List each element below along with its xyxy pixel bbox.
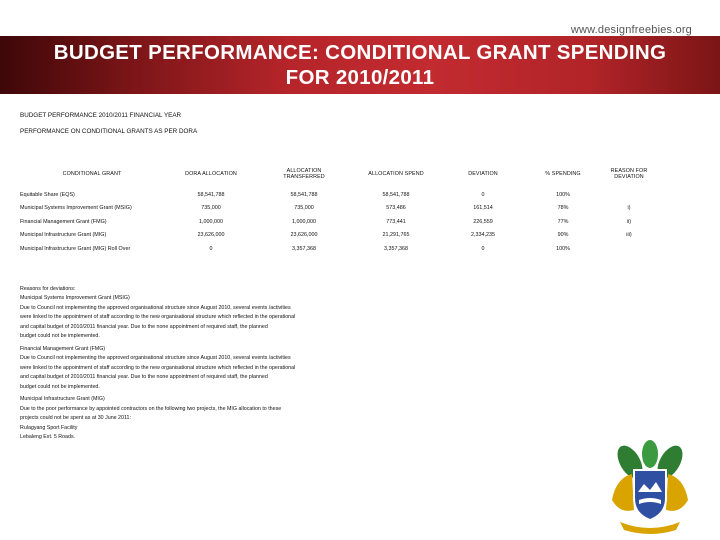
- note-mig-line-1: Due to the poor performance by appointed contractors on the following two projects, the MIG allocation to these: [20, 405, 282, 412]
- note-mig-line-3: Rulagyang Sport Facility: [20, 424, 78, 431]
- cell-deviation: 0: [481, 245, 485, 252]
- cell-dora: 23,626,000: [197, 232, 225, 239]
- header-transferred: [258, 160, 350, 188]
- note-fmg-line-3: and capital budget of 2010/2011 financial year. Due to the none appointment of required staff, the planned: [20, 374, 268, 381]
- cell-deviation: 0: [481, 191, 485, 198]
- header-pct: % SPENDING: [545, 171, 581, 177]
- note-fmg-line-4: budget could not be implemented.: [20, 383, 100, 390]
- cell-transferred: 58,541,788: [290, 191, 318, 198]
- cell-transferred: 735,000: [294, 205, 314, 212]
- note-msig-line-3: and capital budget of 2010/2011 financial year. Due to the none appointment of required staff, the planned: [20, 323, 268, 330]
- cell-spend: 773,441: [386, 218, 406, 225]
- cell-reason: i): [627, 205, 631, 212]
- table-row: [20, 188, 656, 202]
- cell-spend: 21,291,765: [382, 232, 410, 239]
- note-mig-title: Municipal Infrastructure Grant (MIG): [20, 396, 105, 403]
- cell-transferred: 3,357,368: [292, 245, 316, 252]
- cell-reason: ii): [626, 218, 632, 225]
- cell-deviation: 161,514: [473, 205, 493, 212]
- cell-dora: 735,000: [201, 205, 221, 212]
- notes-heading: Reasons for deviations:: [20, 286, 76, 292]
- note-msig-line-2: were linked to the appointment of staff according to the new organisational structure which reflected in the operational: [20, 314, 296, 321]
- cell-deviation: 226,559: [473, 218, 493, 225]
- deviation-notes: [20, 285, 420, 442]
- cell-grant: Municipal Infrastructure Grant (MIG): [20, 232, 107, 239]
- subheading-dora: PERFORMANCE ON CONDITIONAL GRANTS AS PER DORA: [20, 128, 198, 135]
- cell-pct: 100%: [556, 191, 570, 198]
- cell-spend: 573,486: [386, 205, 406, 212]
- note-fmg-line-1: Due to Council not implementing the approved organisational structure since August 2010, several events /activities: [20, 355, 291, 362]
- table-header-row: [20, 160, 656, 188]
- cell-deviation: 2,334,235: [471, 232, 495, 239]
- header-transferred-line-1: ALLOCATION: [286, 168, 322, 174]
- header-reason-line-1: REASON FOR: [610, 168, 648, 174]
- note-msig-line-4: budget could not be implemented.: [20, 332, 100, 339]
- cell-reason: [602, 188, 656, 202]
- grant-table: [20, 160, 656, 256]
- table-row: [20, 242, 656, 256]
- note-fmg-line-2: were linked to the appointment of staff according to the new organisational structure which reflected in the operational: [20, 364, 296, 371]
- cell-pct: 100%: [556, 245, 570, 252]
- cell-pct: 78%: [557, 205, 569, 212]
- cell-pct: 90%: [557, 232, 569, 239]
- header-dora: DORA ALLOCATION: [185, 171, 237, 177]
- page-title: [0, 40, 720, 90]
- cell-dora: 0: [209, 245, 213, 252]
- page-title-line-2: FOR 2010/2011: [285, 66, 435, 89]
- site-url: www.designfreebies.org: [570, 24, 692, 36]
- table-row: [20, 215, 656, 229]
- cell-transferred: 23,626,000: [290, 232, 318, 239]
- cell-dora: 1,000,000: [199, 218, 223, 225]
- page-title-line-1: BUDGET PERFORMANCE: CONDITIONAL GRANT SPENDING: [53, 41, 667, 64]
- header-reason-line-2: DEVIATION: [614, 174, 644, 180]
- header-spend: ALLOCATION SPEND: [368, 171, 424, 177]
- note-msig-line-1: Due to Council not implementing the approved organisational structure since August 2010, several events /activities: [20, 304, 291, 311]
- cell-dora: 58,541,788: [197, 191, 225, 198]
- header-reason: [602, 160, 656, 188]
- header-transferred-line-2: TRANSFERRED: [283, 174, 325, 180]
- table-row: [20, 202, 656, 216]
- cell-spend: 58,541,788: [382, 191, 410, 198]
- note-msig-title: Municipal Systems Improvement Grant (MSIG): [20, 295, 130, 302]
- cell-reason: iii): [626, 232, 632, 239]
- header-grant: CONDITIONAL GRANT: [62, 171, 122, 177]
- cell-pct: 77%: [557, 218, 569, 225]
- note-mig-line-2: projects could not be spent as at 30 June 2011:: [20, 415, 131, 422]
- header-deviation: DEVIATION: [468, 171, 498, 177]
- cell-reason: [602, 242, 656, 256]
- coat-of-arms-icon: [606, 440, 694, 536]
- note-fmg-title: Financial Management Grant (FMG): [20, 345, 106, 352]
- cell-grant: Equitable Share (EQS): [20, 191, 75, 198]
- cell-transferred: 1,000,000: [292, 218, 316, 225]
- note-mig-line-4: Lebaleng Ext. 5 Roads.: [20, 434, 76, 441]
- table-row: [20, 229, 656, 243]
- subheading-financial-year: BUDGET PERFORMANCE 2010/2011 FINANCIAL YEAR: [20, 112, 182, 119]
- cell-spend: 3,357,368: [384, 245, 408, 252]
- cell-grant: Municipal Infrastructure Grant (MIG) Roll Over: [20, 245, 131, 252]
- cell-grant: Municipal Systems Improvement Grant (MSIG): [20, 205, 132, 212]
- cell-grant: Financial Management Grant (FMG): [20, 218, 107, 225]
